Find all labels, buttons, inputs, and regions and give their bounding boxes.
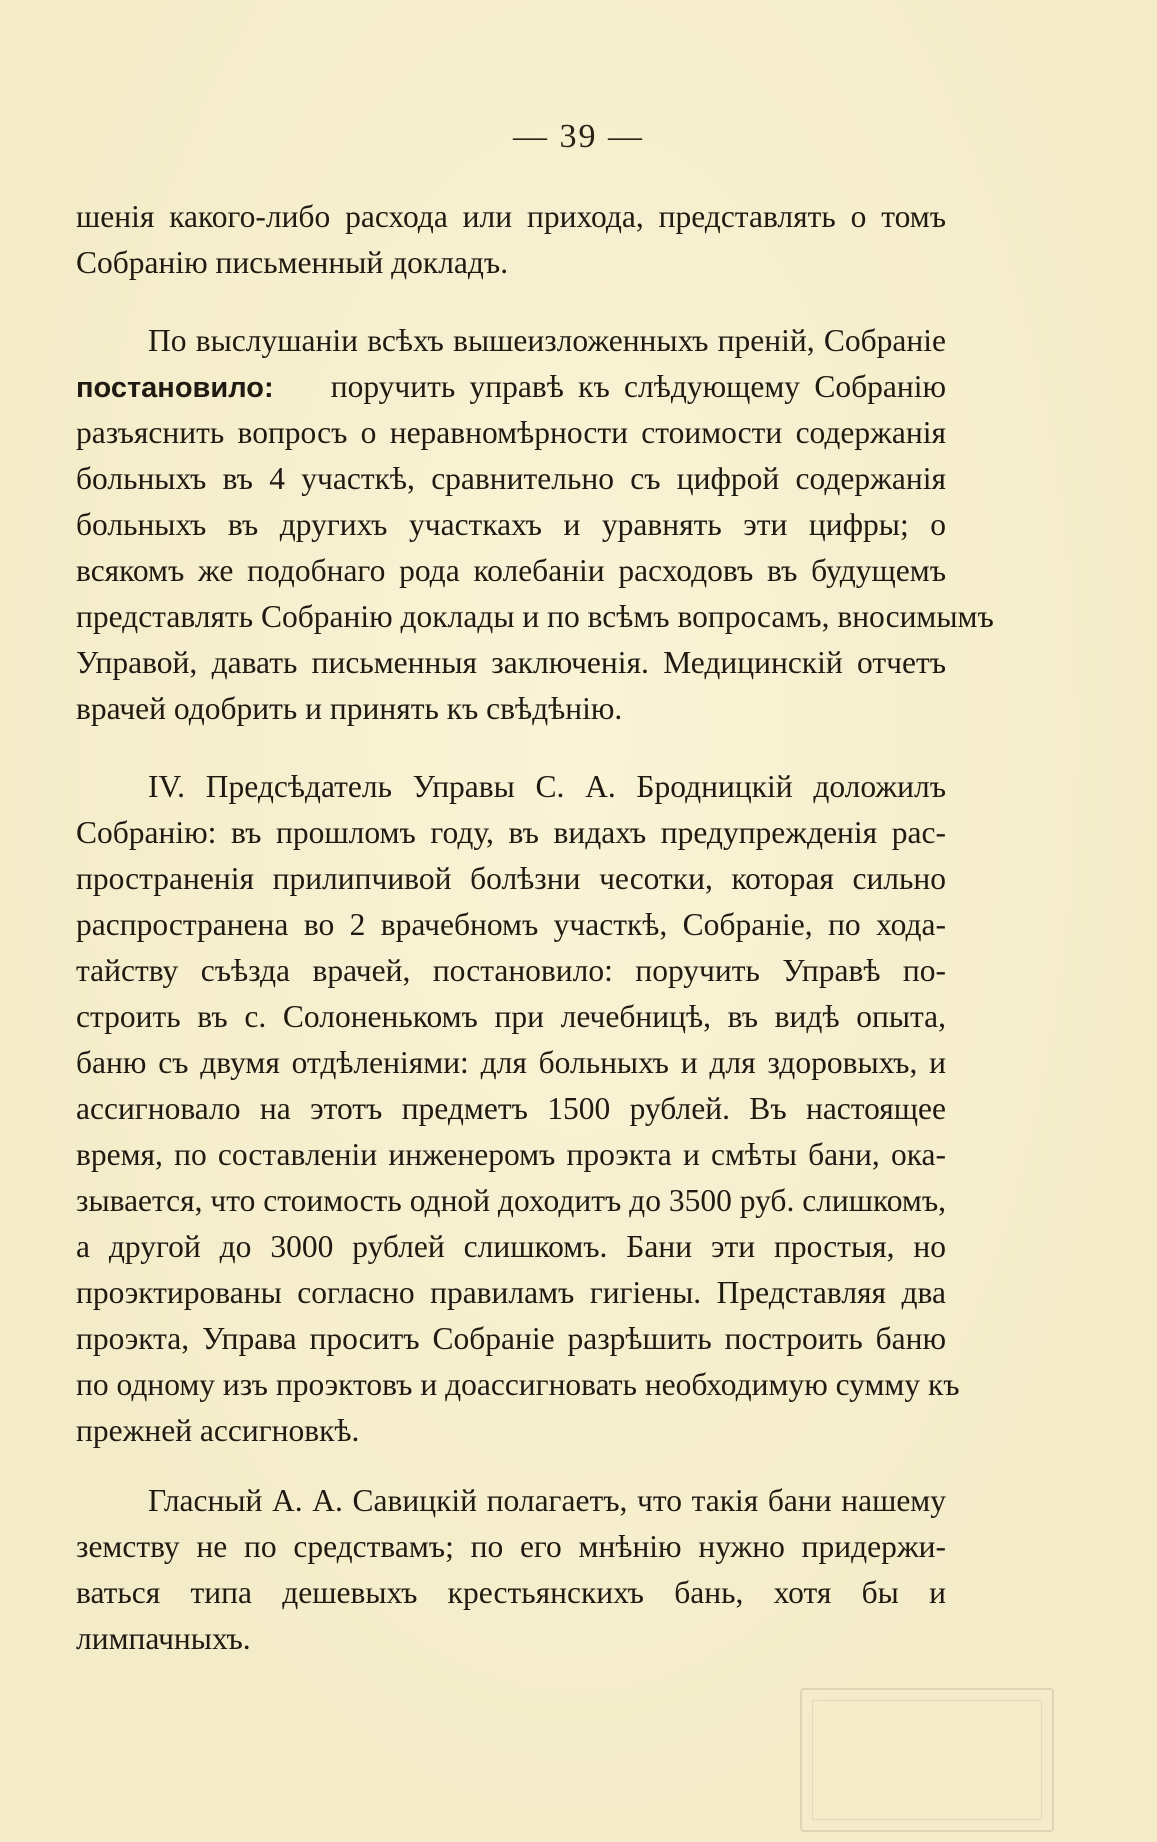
text-line-content: поручить управѣ къ слѣдующему Собранію [330,369,946,404]
text-line [76,364,946,410]
text-line: строить въ с. Солоненькомъ при лечебницѣ, въ видѣ опыта, [76,999,946,1034]
text-line: проэктированы согласно правиламъ гигіены. Представляя два [76,1275,946,1310]
text-line: лимпачныхъ. [76,1621,251,1656]
library-stamp [800,1688,1054,1832]
text-line: пространенія прилипчивой болѣзни чесотки, которая сильно [76,861,946,896]
text-line [76,764,946,810]
text-line: Собранію письменный докладъ. [76,245,509,280]
text-line: больныхъ въ 4 участкѣ, сравнительно съ цифрой содержанія [76,461,946,496]
text-line: время, по составленіи инженеромъ проэкта и смѣты бани, ока- [76,1137,946,1172]
text-line: баню съ двумя отдѣленіями: для больныхъ и для здоровыхъ, и [76,1045,946,1080]
text-line: врачей одобрить и принять къ свѣдѣнію. [76,691,623,726]
text-line: тайству съѣзда врачей, постановило: поручить Управѣ по- [76,953,946,988]
text-line: а другой до 3000 рублей слишкомъ. Бани эти простыя, но [76,1229,946,1264]
text-line [76,1478,946,1524]
paragraph-report [76,764,960,1454]
text-line-content: IV. Предсѣдатель Управы С. А. Бродницкій доложилъ [148,769,946,804]
text-line: распространена во 2 врачебномъ участкѣ, Собраніе, по хода- [76,907,946,942]
text-line: прежней ассигновкѣ. [76,1413,360,1448]
text-line: Управой, давать письменныя заключенія. Медицинскій отчетъ [76,645,946,680]
library-stamp-border [812,1700,1042,1820]
paragraph-resolution [76,318,994,732]
paragraph-continuation [76,194,946,286]
page-number: — 39 — [513,118,644,155]
text-line: шенія какого-либо расхода или прихода, представлять о томъ [76,199,946,234]
paragraph-opinion [76,1478,946,1662]
text-line: ассигновало на этотъ предметъ 1500 рублей. Въ настоящее [76,1091,946,1126]
text-line-content: Гласный А. А. Савицкій полагаетъ, что такія бани нашему [148,1483,946,1518]
text-line: ваться типа дешевыхъ крестьянскихъ бань, хотя бы и [76,1575,946,1610]
text-line: Собранію: въ прошломъ году, въ видахъ предупрежденія рас- [76,815,946,850]
text-line: проэкта, Управа проситъ Собраніе разрѣшить построить баню [76,1321,946,1356]
text-line-content: По выслушаніи всѣхъ вышеизложенныхъ преній, Собраніе [148,323,946,358]
text-line: зывается, что стоимость одной доходитъ до 3500 руб. слишкомъ, [76,1183,946,1218]
text-line: разъяснить вопросъ о неравномѣрности стоимости содержанія [76,415,946,450]
text-line [76,318,946,364]
text-line: представлять Собранію доклады и по всѣмъ вопросамъ, вносимымъ [76,599,994,634]
text-line: земству не по средствамъ; по его мнѣнію нужно придержи- [76,1529,946,1564]
text-line: всякомъ же подобнаго рода колебаніи расходовъ въ будущемъ [76,553,946,588]
text-line: по одному изъ проэктовъ и доассигновать необходимую сумму къ [76,1367,960,1402]
bold-word: постановило: [76,372,274,404]
text-line: больныхъ въ другихъ участкахъ и уравнять эти цифры; о [76,507,946,542]
